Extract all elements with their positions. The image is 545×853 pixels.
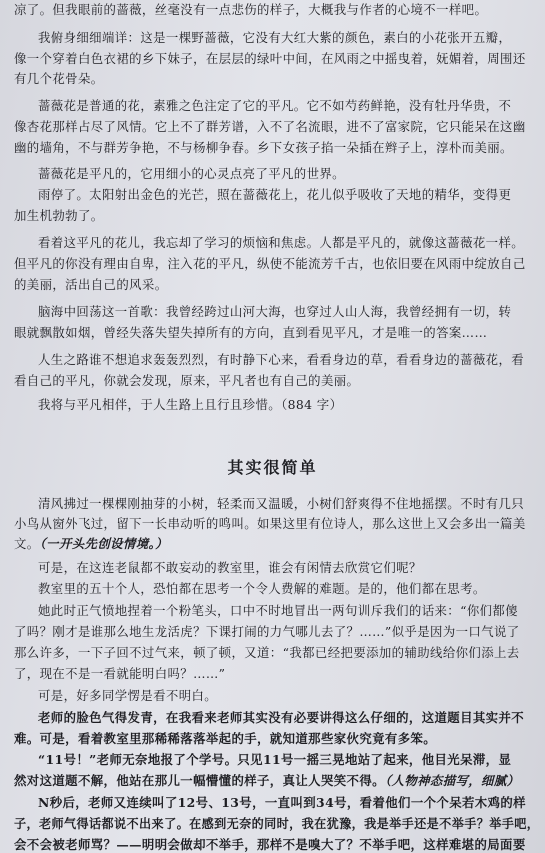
essay-2-line [14,534,168,554]
essay-1-line: 脑海中回荡这一首歌：我曾经跨过山河大海，也穿过人山人海，我曾经拥有一切，转 [38,304,512,319]
essay-1-line: 眼就飘散如烟，曾经失落失望失掉所有的方向，直到看见平凡，才是唯一的答案…… [14,325,488,340]
essay-2-title: 其实很简单 [227,458,318,477]
essay-2-line: 可是，好多同学愣是看不明白。 [38,688,218,703]
essay-2-line: 子，老师气得话都说不出来了。在感到无奈的同时，我在犹豫，我是举手还是不举手？举手吧， [14,816,540,831]
essay-2-line: 老师的脸色气得发青，在我看来老师其实没有必要讲得这么仔细的，这道题目其实并不 [38,710,525,725]
essay-1-line: 但平凡的你没有理由自卑，注入花的平凡，纵使不能流芳千古，也依旧要在风雨中绽放自己 [14,256,526,271]
essay-1-line: 有几个花骨朵。 [14,71,104,86]
essay-2-line: N秒后，老师又连续叫了12号、13号，一直叫到34号，看着他们一个个呆若木鸡的样 [38,795,526,810]
essay-1-line: 我将与平凡相伴，于人生路上且行且珍惜。（884 字） [38,397,343,412]
margin-note: （人物神态描写，细腻） [384,773,520,788]
essay-1-line: 的美丽，活出自己的风采。 [14,277,168,292]
essay-1-line: 看着这平凡的花儿，我忘却了学习的烦恼和焦虑。人都是平凡的，就像这蔷薇花一样。 [38,235,525,250]
essay-1-line: 加生机勃勃了。 [14,208,104,223]
essay-1-line: 蔷薇花是平凡的，它用细小的心灵点亮了平凡的世界。 [38,166,345,181]
essay-2-line: 她此时正气愤地捏着一个粉笔头，口中不时地冒出一两句训斥我们的话来：“你们都傻 [38,603,518,618]
essay-2-line: 了吗？刚才是谁那么地生龙活虎？下课打闹的力气哪儿去了？……”似乎是因为一口气说了 [14,624,520,639]
essay-2-line: 了，现在不是一看就能明白吗？……” [14,666,226,681]
essay-1-line: 像杏花那样占尽了风情。它上不了群芳谱，入不了名流眼，进不了富家院，它只能呆在这幽 [14,119,526,134]
essay-2-line: 可是，在这连老鼠都不敢妄动的教室里，谁会有闲情去欣赏它们呢？ [38,560,422,575]
essay-1-line: 凉了。但我眼前的蔷薇，丝毫没有一点悲伤的样子，大概我与作者的心境不一样吧。 [14,2,488,17]
essay-1-line: 蔷薇花是普通的花，素雅之色注定了它的平凡。它不如芍药鲜艳，没有牡丹华贵，不 [38,98,512,113]
essay-2-line: 教室里的五十个人，恐怕都在思考一个令人费解的难题。是的，他们都在思考。 [38,581,486,596]
essay-2-line: 小鸟从窗外飞过，留下一长串动听的鸣叫。如果这里有位诗人，那么这世上又会多出一篇美 [14,516,526,531]
essay-2-line: 难。可是，看着教室里那稀稀落落举起的手，就知道那些家伙究竟有多笨。 [14,731,437,746]
essay-2-text: 然对这道题不解，他站在那儿一幅懵懂的样子，真让人哭笑不得。 [14,773,385,788]
essay-1-line: 看自己的平凡，你就会发现，原来，平凡者也有自己的美丽。 [14,373,360,388]
essay-2-line: “11号！”老师无奈地报了个学号。只见11号一摇三晃地站了起来，他目光呆滞，显 [38,752,512,767]
essay-1-line: 我俯身细细端详：这是一棵野蔷薇，它没有大红大紫的颜色，素白的小花张开五瓣， [38,30,512,45]
essay-2-line: 清风拂过一棵棵刚抽芽的小树，轻柔而又温暖，小树们舒爽得不住地摇摆。不时有几只 [38,496,525,511]
essay-2-line: 那么许多，一下子回不过气来，顿了顿，又道：“我都已经把要添加的辅助线给你们添上去 [14,645,520,660]
essay-1-line: 像一个穿着白色衣裙的乡下妹子，在层层的绿叶中间，在风雨之中摇曳着，妩媚着，周围还 [14,51,526,66]
essay-1-line: 人生之路谁不想追求轰轰烈烈，有时静下心来，看看身边的草，看看身边的蔷薇花，看 [38,352,525,367]
essay-2-line [14,771,519,791]
margin-note: （一开头先创设情境。） [39,536,168,551]
essay-2-line: 会不会被老师骂？——明明会做却不举手，那样不是嗅大了？不举手吧，这样难堪的局面要 [14,837,526,852]
essay-2-text: 文。 [14,536,40,551]
essay-1-line: 雨停了。太阳射出金色的光芒，照在蔷薇花上，花儿似乎吸收了天地的精华，变得更 [38,187,512,202]
essay-1-line: 幽的墙角，不与群芳争艳，不与杨柳争春。乡下女孩子掐一朵插在辫子上，淳朴而美丽。 [14,140,513,155]
